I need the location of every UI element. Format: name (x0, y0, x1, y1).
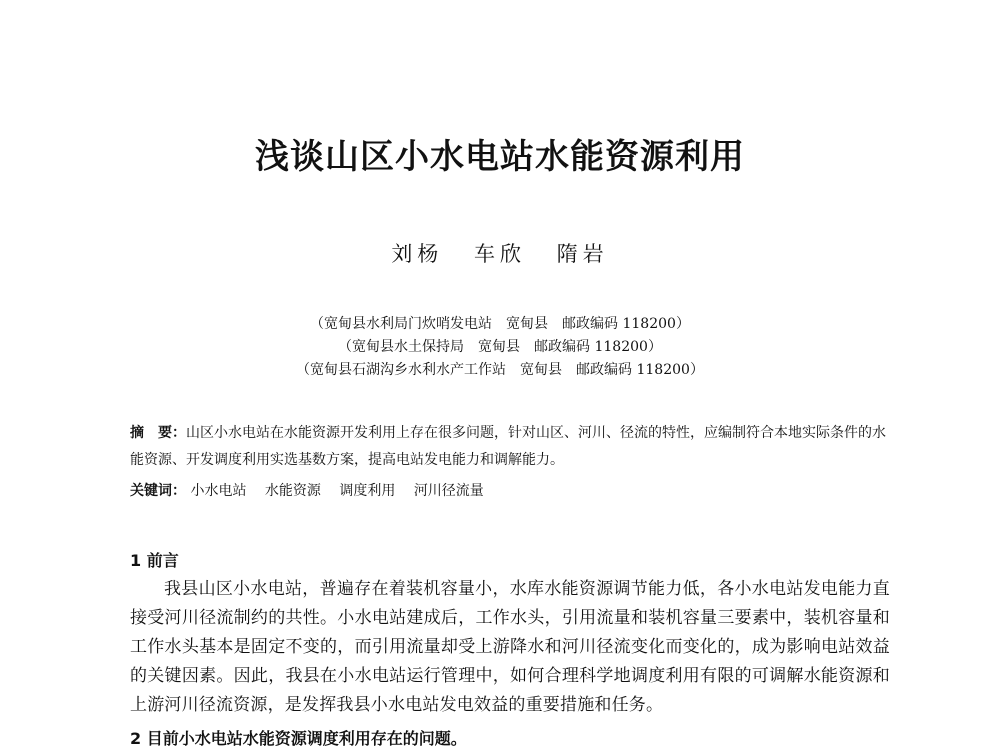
author-name: 车欣 (474, 242, 526, 266)
keyword: 调度利用 (339, 483, 396, 499)
affiliation: （宽甸县水土保持局 宽甸县 邮政编码 118200） (338, 339, 662, 355)
section-heading-introduction: 1 前言 (130, 551, 179, 570)
author-name: 隋岩 (556, 242, 609, 266)
author-list (0, 239, 1000, 269)
affiliation-list (0, 313, 1000, 382)
paper-title: 浅谈山区小水电站水能资源利用 (255, 137, 745, 177)
section-paragraph: 我县山区小水电站，普遍存在着装机容量小，水库水能资源调节能力低，各小水电站发电能力直接受河川径流制约的共性。小水电站建成后，工作水头，引用流量和装机容量三要素中，装机容量和工作水头基本是固定不变的，而引用流量却受上游降水和河川径流变化而变化的，成为影响电站效益的关键因素。因此，我县在小水电站运行管理中，如何合理科学地调度利用有限的可调解水能资源和上游河川径流资源，是发挥我县小水电站发电效益的重要措施和任务。 (130, 579, 890, 715)
abstract-text: 山区小水电站在水能资源开发利用上存在很多问题，针对山区、河川、径流的特性，应编制符合本地实际条件的水能资源、开发调度利用实选基数方案，提高电站发电能力和调解能力。 (130, 425, 886, 468)
keyword: 水能资源 (264, 483, 321, 499)
keywords (130, 478, 890, 505)
author-name: 刘杨 (391, 242, 444, 266)
affiliation: （宽甸县水利局门炊哨发电站 宽甸县 邮政编码 118200） (310, 316, 690, 332)
keywords-label: 关键词： (130, 483, 186, 499)
abstract (130, 420, 890, 474)
section-heading-problems: 2 目前小水电站水能资源调度利用存在的问题。 (130, 729, 467, 748)
abstract-label: 摘 要： (130, 425, 186, 441)
keyword: 小水电站 (190, 483, 247, 499)
keyword: 河川径流量 (413, 483, 484, 499)
affiliation: （宽甸县石湖沟乡水利水产工作站 宽甸县 邮政编码 118200） (296, 362, 704, 378)
